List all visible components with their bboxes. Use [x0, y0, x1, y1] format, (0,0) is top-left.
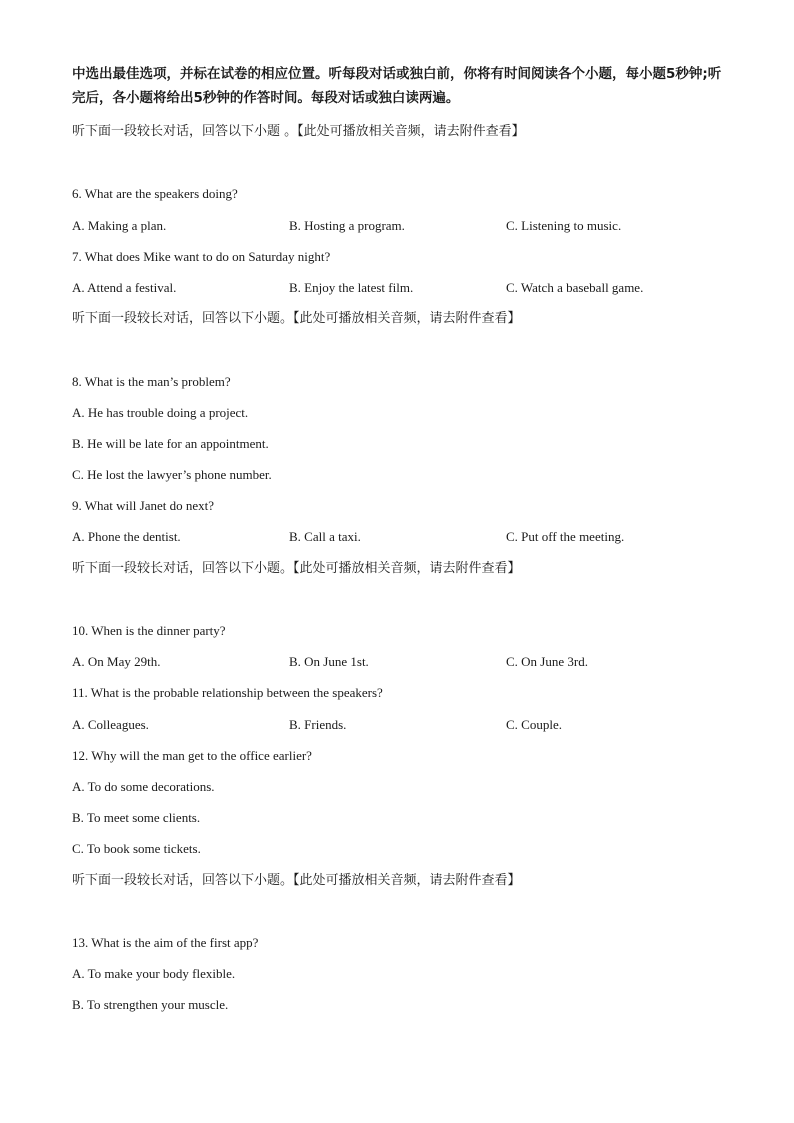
section-gap	[72, 896, 732, 927]
section-instruction: 听下面一段较长对话，回答以下小题。【此处可播放相关音频，请去附件查看】	[72, 872, 521, 888]
option-a: A. Making a plan.	[72, 217, 167, 233]
question-stem: 10. When is the dinner party?	[72, 623, 226, 638]
option-b: B. On June 1st.	[289, 654, 369, 670]
section-gap	[72, 334, 732, 365]
option-b: B. Hosting a program.	[289, 217, 405, 233]
option-b: B. Call a taxi.	[289, 529, 361, 545]
option-c: C. On June 3rd.	[506, 654, 588, 670]
option-b: B. He will be late for an appointment.	[72, 435, 269, 451]
instructions-paragraph: 中选出最佳选项，并标在试卷的相应位置。听每段对话或独白前，你将有时间阅读各个小题，每小题5秒钟;听完后，各小题将给出5秒钟的作答时间。每段对话或独白读两遍。	[72, 66, 722, 106]
option-c: C. To book some tickets.	[72, 841, 201, 857]
options-row	[72, 272, 732, 303]
option-a: A. Colleagues.	[72, 716, 149, 732]
options-row	[72, 646, 732, 677]
section-instruction: 听下面一段较长对话，回答以下小题 。【此处可播放相关音频，请去附件查看】	[72, 124, 525, 139]
question-stem: 13. What is the aim of the first app?	[72, 934, 259, 950]
option-c: C. Couple.	[506, 716, 562, 732]
section-instruction: 听下面一段较长对话，回答以下小题。【此处可播放相关音频，请去附件查看】	[72, 311, 521, 327]
option-c: C. He lost the lawyer’s phone number.	[72, 467, 272, 483]
option-a: A. To do some decorations.	[72, 778, 215, 794]
question-stem: 9. What will Janet do next?	[72, 498, 215, 514]
question-stem: 6. What are the speakers doing?	[72, 186, 238, 202]
option-c: C. Listening to music.	[506, 217, 622, 233]
question-stem: 7. What does Mike want to do on Saturday night?	[72, 248, 331, 264]
option-c: C. Watch a baseball game.	[506, 279, 644, 295]
option-a: A. He has trouble doing a project.	[72, 404, 249, 420]
options-row	[72, 210, 732, 241]
option-a: A. Attend a festival.	[72, 279, 177, 295]
question-stem: 8. What is the man’s problem?	[72, 373, 231, 389]
option-b: B. Friends.	[289, 716, 347, 732]
option-a: A. To make your body flexible.	[72, 966, 236, 982]
question-stem: 12. Why will the man get to the office earlier?	[72, 747, 312, 763]
section-instruction: 听下面一段较长对话，回答以下小题。【此处可播放相关音频，请去附件查看】	[72, 560, 521, 576]
option-b: B. Enjoy the latest film.	[289, 279, 414, 295]
exam-page	[72, 62, 732, 1020]
section-gap	[72, 584, 732, 615]
option-b: B. To strengthen your muscle.	[72, 997, 229, 1013]
option-a: A. Phone the dentist.	[72, 529, 181, 545]
section-gap	[72, 147, 732, 178]
options-row	[72, 709, 732, 740]
option-c: C. Put off the meeting.	[506, 529, 625, 545]
option-b: B. To meet some clients.	[72, 810, 201, 826]
question-stem: 11. What is the probable relationship between the speakers?	[72, 685, 383, 701]
option-a: A. On May 29th.	[72, 654, 161, 670]
listening-sections	[72, 116, 732, 1020]
options-row	[72, 521, 732, 552]
